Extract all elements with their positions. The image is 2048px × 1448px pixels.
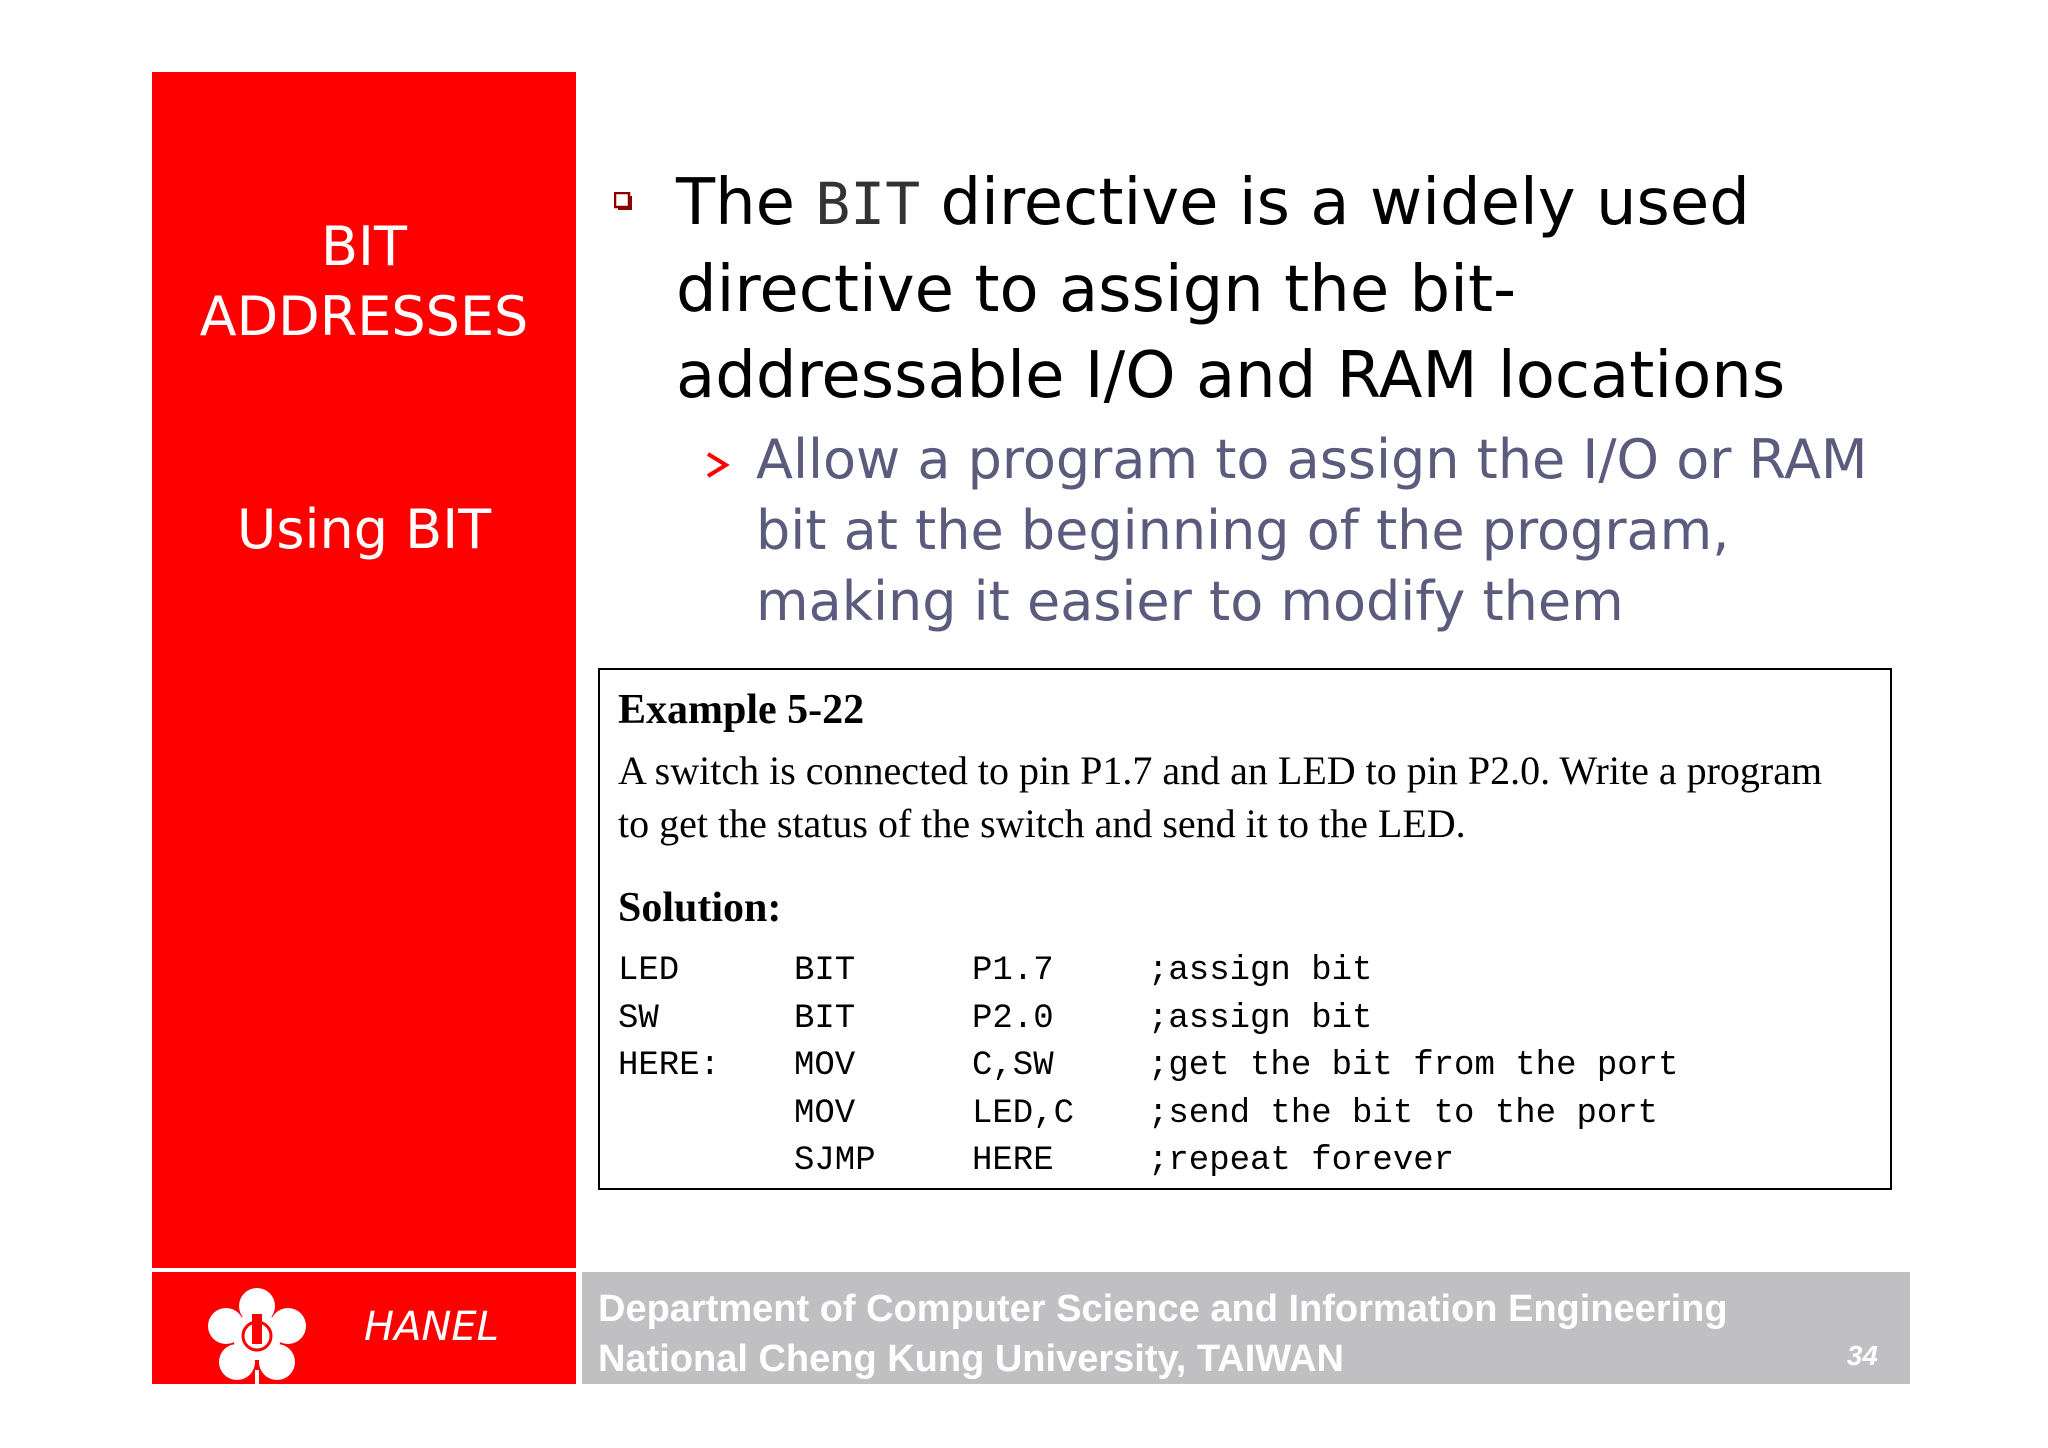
bullet-text-part2: directive is a widely used directive to assign the bit-addressable I/O and RAM locations bbox=[676, 166, 1786, 413]
code-op: BIT bbox=[794, 999, 856, 1038]
bullet-code-keyword: BIT bbox=[815, 170, 921, 238]
code-op: MOV bbox=[794, 1047, 856, 1085]
page-number: 34 bbox=[1846, 1340, 1878, 1371]
section-title-line2: ADDRESSES bbox=[199, 285, 529, 348]
code-operand: P2.0 bbox=[972, 999, 1054, 1038]
example-title: Example 5-22 bbox=[618, 687, 865, 733]
arrow-bullet-icon bbox=[702, 448, 732, 482]
code-operand: HERE bbox=[972, 1142, 1054, 1180]
square-bullet-icon bbox=[614, 192, 632, 210]
section-title bbox=[152, 212, 576, 352]
sidebar-panel bbox=[152, 72, 576, 1268]
solution-label: Solution: bbox=[618, 885, 782, 931]
section-subtitle: Using BIT bbox=[236, 498, 492, 561]
code-comment: ;get the bit from the port bbox=[1148, 1047, 1679, 1085]
code-label: SW bbox=[618, 999, 659, 1038]
code-comment: ;repeat forever bbox=[1148, 1142, 1455, 1180]
university-emblem-icon bbox=[202, 1284, 312, 1384]
department-line2: National Cheng Kung University, TAIWAN bbox=[598, 1338, 1344, 1380]
example-box bbox=[598, 668, 1892, 1190]
footer-info-panel bbox=[582, 1272, 1910, 1384]
sub-bullet-text: Allow a program to assign the I/O or RAM bit at the beginning of the program, making it easier to modify them bbox=[756, 428, 1868, 633]
code-comment: ;assign bit bbox=[1148, 952, 1373, 990]
code-operand: C,SW bbox=[972, 1047, 1054, 1085]
code-op: MOV bbox=[794, 1094, 856, 1133]
code-op: SJMP bbox=[794, 1142, 876, 1180]
brand-name: HANEL bbox=[364, 1304, 499, 1350]
code-label: HERE: bbox=[618, 1047, 721, 1085]
code-operand: LED,C bbox=[972, 1094, 1075, 1133]
department-info bbox=[598, 1284, 1728, 1384]
code-op: BIT bbox=[794, 952, 856, 990]
main-bullet-text bbox=[676, 160, 1896, 419]
footer-brand-panel bbox=[152, 1272, 576, 1384]
code-comment: ;assign bit bbox=[1148, 999, 1373, 1038]
department-line1: Department of Computer Science and Information Engineering bbox=[598, 1288, 1728, 1330]
code-operand: P1.7 bbox=[972, 952, 1054, 990]
code-label: LED bbox=[618, 952, 680, 990]
section-title-line1: BIT bbox=[321, 215, 407, 278]
bullet-text-part1: The bbox=[676, 166, 816, 240]
code-comment: ;send the bit to the port bbox=[1148, 1094, 1659, 1133]
example-description: A switch is connected to pin P1.7 and an LED to pin P2.0. Write a program to get the status of the switch and send it to the LED. bbox=[618, 748, 1823, 846]
